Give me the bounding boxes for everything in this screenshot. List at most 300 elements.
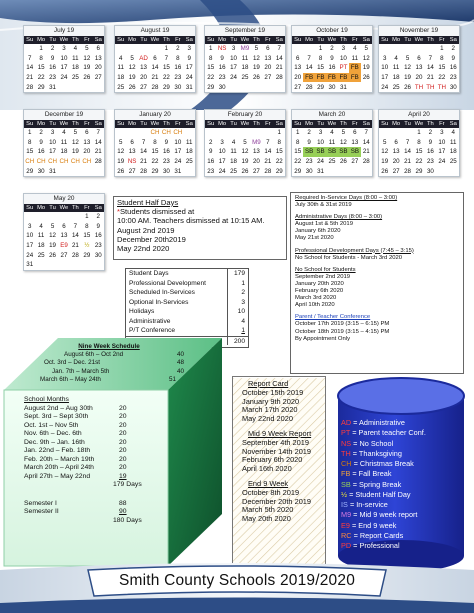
calendar-day	[70, 212, 81, 222]
calendar-day	[274, 82, 285, 92]
calendar-day: 16	[207, 158, 215, 166]
calendar-day: 6	[130, 138, 134, 146]
calendar-day: 16	[162, 148, 170, 156]
calendar-day: 29	[415, 167, 423, 175]
calendar-day: 16	[328, 64, 336, 72]
no-school-line: April 10th 2020	[295, 302, 335, 309]
inservice-box	[290, 192, 464, 374]
calendar-day: 8	[208, 54, 213, 62]
calendar-day	[149, 44, 160, 54]
day-of-week-label: Sa	[274, 120, 285, 128]
calendar-day: 7	[73, 222, 78, 230]
calendar-day: ½	[84, 242, 90, 250]
calendar-day: 31	[185, 83, 193, 91]
calendar-day: 18	[71, 64, 79, 72]
day-of-week-label: Fr	[349, 120, 360, 128]
calendar-day: 25	[449, 158, 457, 166]
calendar-day: 7	[96, 129, 100, 137]
calendar-day: M9	[240, 45, 250, 53]
calendar-day: 1	[417, 129, 421, 137]
legend-item: IS = In-service	[341, 500, 388, 509]
calendar-day: 2	[428, 129, 433, 137]
calendar-day: 10	[317, 138, 324, 146]
calendar-day: 24	[230, 74, 237, 82]
calendar-day: 17	[438, 148, 446, 156]
calendar-day: 1	[39, 45, 43, 53]
day-of-week-label: Tu	[228, 36, 239, 44]
calendar-day: 4	[394, 54, 398, 62]
month-title: December 19	[24, 110, 104, 120]
no-school-line: January 20th 2020	[295, 280, 344, 287]
calendar-day: 10	[381, 64, 389, 72]
calendar-day: 23	[49, 74, 56, 82]
calendar-day: 27	[128, 167, 136, 175]
calendar-day: 14	[404, 148, 411, 156]
calendar-day: 24	[218, 167, 226, 175]
calendar-day: 24	[26, 251, 34, 259]
calendar-day: 2	[208, 138, 213, 146]
calendar-day	[228, 82, 239, 92]
calendar-day: 19	[71, 148, 79, 156]
calendar-day: 2	[451, 45, 455, 53]
day-of-week-label: Th	[425, 36, 436, 44]
calendar-day: 29	[26, 167, 34, 175]
calendar-day	[24, 212, 35, 222]
table-row: Holidays 10	[126, 307, 248, 317]
calendar-day: 18	[241, 64, 249, 72]
report-date: May 22nd 2020	[242, 414, 293, 424]
day-of-week-label: Sa	[93, 120, 104, 128]
calendar-day: 12	[362, 54, 370, 62]
calendar-day: 11	[450, 138, 457, 146]
calendar-day: 8	[440, 54, 444, 62]
calendar-day: 8	[153, 138, 157, 146]
calendar-day: 23	[218, 74, 226, 82]
calendar-day: 27	[392, 167, 400, 175]
day-of-week-label: Fr	[81, 36, 92, 44]
student-half-days-box	[113, 196, 287, 260]
day-of-week-label: Su	[292, 120, 303, 128]
calendar-day: FB	[328, 74, 336, 82]
calendar-day: 30	[328, 83, 336, 91]
day-of-week-label: We	[414, 121, 424, 127]
calendar-day	[402, 44, 413, 54]
list-item: August 2nd – Aug 30th 20	[24, 404, 127, 412]
day-of-week-label: Su	[292, 36, 303, 44]
calendar-day: 14	[264, 148, 272, 156]
calendar-day: FB	[350, 64, 359, 72]
day-of-week-label: Sa	[448, 120, 459, 128]
inservice-heading: Required In-Service Days (8:00 – 3:00)	[295, 195, 398, 201]
calendar-day: 9	[307, 138, 311, 146]
no-school-line: February 6th 2020	[295, 288, 344, 295]
day-of-week-label: Tu	[47, 120, 58, 128]
calendar-day: CH	[25, 158, 35, 166]
calendar-day: 18	[392, 74, 400, 82]
calendar-day: 13	[252, 148, 260, 156]
legend-item: E9 = End 9 week	[341, 520, 397, 530]
list-item: Oct. 3rd – Dec. 21st 48	[44, 359, 184, 367]
calendar-day: 31	[339, 83, 347, 91]
calendar-day: 25	[392, 83, 400, 91]
calendar-day	[81, 82, 92, 92]
calendar-day: 20	[264, 64, 272, 72]
calendar-day: 31	[317, 167, 324, 175]
calendar-day: 1	[277, 129, 281, 137]
calendar-day	[349, 166, 360, 176]
calendar-day: 11	[60, 138, 68, 146]
calendar-day: 27	[264, 74, 272, 82]
calendar-day	[379, 44, 390, 54]
calendar-day	[93, 166, 104, 176]
calendar-day: 4	[451, 129, 455, 137]
day-of-week-label: Tu	[315, 36, 326, 44]
calendar-day: 14	[140, 148, 147, 156]
calendar-day: 12	[49, 232, 56, 240]
table-row: Scheduled In-Services 2	[126, 288, 248, 298]
table-row: Optional In-Services 3	[126, 298, 248, 308]
semester-total: 180 Days	[113, 516, 142, 524]
calendar-day: 6	[353, 129, 357, 137]
calendar-day	[58, 82, 69, 92]
month-calendar-aug19	[114, 25, 196, 93]
calendar-day: 11	[117, 64, 124, 72]
list-item: Feb. 20th – March 19th 20	[24, 455, 127, 463]
calendar-day: 9	[330, 54, 334, 62]
code-legend	[341, 418, 471, 551]
calendar-day: 5	[85, 45, 89, 53]
day-of-week-label: Mo	[128, 121, 137, 127]
calendar-day	[361, 82, 372, 92]
calendar-day: 20	[392, 158, 400, 166]
calendar-day: 9	[208, 148, 213, 156]
calendar-day	[292, 44, 303, 54]
day-of-week-label: Fr	[262, 120, 273, 128]
day-of-week-label: Tu	[47, 204, 58, 212]
day-of-week-label: Tu	[47, 36, 58, 44]
calendar-day: 13	[128, 148, 136, 156]
calendar-day: FB	[339, 74, 348, 82]
calendar-day: 17	[185, 64, 193, 72]
calendar-day	[338, 166, 349, 176]
calendar-day: 13	[415, 64, 423, 72]
calendar-day: 13	[294, 64, 302, 72]
table-row: Administrative 4	[126, 317, 248, 327]
day-of-week-label: Th	[70, 204, 81, 212]
calendar-day: 19	[83, 64, 91, 72]
no-school-heading: No School for Students	[295, 266, 356, 273]
day-of-week-label: We	[59, 121, 69, 127]
list-item: Jan. 7th – March 5th 40	[52, 367, 184, 375]
day-of-week-label: Fr	[349, 36, 360, 44]
calendar-day: CH	[36, 158, 46, 166]
calendar-day: 10	[218, 148, 226, 156]
calendar-day: 7	[405, 138, 410, 146]
calendar-day: 13	[264, 54, 272, 62]
calendar-day: 1	[164, 45, 169, 53]
day-of-week-label: We	[414, 37, 424, 43]
calendar-day: 15	[207, 64, 215, 72]
calendar-day: 31	[26, 261, 34, 269]
calendar-day: 19	[381, 158, 389, 166]
calendar-day: 20	[83, 148, 91, 156]
calendar-day: 30	[94, 251, 102, 259]
calendar-day: SB	[327, 148, 337, 156]
month-calendar-mar20	[291, 109, 373, 177]
calendar-day: 9	[187, 54, 191, 62]
calendar-day: 5	[364, 45, 368, 53]
calendar-day	[448, 166, 459, 176]
calendar-day	[436, 166, 447, 176]
calendar-day: 25	[328, 158, 336, 166]
calendar-day: 23	[162, 158, 170, 166]
calendar-day: 11	[186, 138, 193, 146]
calendar-day: 8	[39, 54, 43, 62]
calendar-day: 16	[449, 64, 457, 72]
calendar-day: 26	[404, 83, 411, 91]
calendar-day: 12	[404, 64, 411, 72]
calendar-day: 26	[128, 83, 136, 91]
calendar-day: 17	[49, 148, 56, 156]
calendar-day: 14	[275, 54, 283, 62]
calendar-day: 14	[305, 64, 313, 72]
month-title: February 20	[205, 110, 285, 120]
day-of-week-label: Su	[115, 36, 126, 44]
calendar-day: 22	[415, 158, 423, 166]
calendar-day: 3	[187, 45, 191, 53]
calendar-day: 21	[140, 158, 147, 166]
calendar-day: 17	[60, 64, 68, 72]
calendar-day	[81, 166, 92, 176]
day-of-week-label: We	[327, 37, 337, 43]
calendar-day: 7	[27, 54, 32, 62]
calendar-day: 21	[362, 148, 370, 156]
day-of-week-label: Fr	[81, 204, 92, 212]
calendar-day: 17	[381, 74, 389, 82]
calendar-day: 4	[330, 129, 334, 137]
calendar-day: 9	[220, 54, 224, 62]
calendar-day	[126, 44, 137, 54]
calendar-day: 7	[307, 54, 311, 62]
report-date: September 4th 2019	[242, 437, 309, 447]
calendar-day: 5	[382, 138, 387, 146]
calendar-day: 28	[264, 167, 272, 175]
school-months-title: School Months	[24, 396, 69, 403]
calendar-day: 30	[305, 167, 313, 175]
day-of-week-label: Sa	[93, 36, 104, 44]
calendar-day	[402, 128, 413, 138]
calendar-day: 25	[185, 158, 193, 166]
calendar-day: 4	[231, 138, 236, 146]
calendar-day: 8	[176, 54, 180, 62]
calendar-day: 11	[351, 54, 359, 62]
calendar-day: 19	[128, 74, 136, 82]
month-calendar-nov19	[378, 25, 460, 93]
day-of-week-label: Tu	[315, 120, 326, 128]
admin-days-line: January 6th 2020	[295, 228, 341, 235]
calendar-day: 14	[71, 232, 79, 240]
calendar-day: 1	[295, 129, 300, 137]
conference-heading: Parent / Teacher Conference	[295, 314, 371, 321]
calendar-day: 30	[449, 83, 457, 91]
calendar-day: 22	[151, 158, 159, 166]
calendar-day: 23	[449, 74, 457, 82]
calendar-day	[216, 128, 227, 138]
calendar-day: 5	[73, 129, 78, 137]
calendar-day: 6	[96, 45, 100, 53]
day-of-week-label: Sa	[184, 120, 195, 128]
calendar-day: TH	[426, 83, 435, 91]
calendar-day: 15	[415, 148, 423, 156]
calendar-day: 13	[140, 64, 147, 72]
calendar-day: 13	[351, 138, 359, 146]
calendar-day: 15	[162, 64, 170, 72]
calendar-day: 7	[141, 138, 146, 146]
calendar-day	[251, 82, 262, 92]
calendar-day: 29	[37, 83, 45, 91]
day-of-week-label: Th	[425, 120, 436, 128]
day-of-week-label: Tu	[228, 120, 239, 128]
calendar-day: 17	[26, 242, 34, 250]
nine-week-schedule	[34, 343, 184, 384]
day-of-week-label: We	[59, 37, 69, 43]
calendar-day	[70, 260, 81, 270]
calendar-day: 30	[162, 167, 170, 175]
half-days-title: Student Half Days	[117, 198, 179, 207]
month-calendar-jan20	[114, 109, 196, 177]
calendar-day: 14	[362, 138, 370, 146]
calendar-day: 5	[50, 222, 55, 230]
calendar-day: 2	[39, 129, 43, 137]
day-of-week-label: Su	[205, 120, 216, 128]
calendar-day: 29	[83, 251, 91, 259]
calendar-day: PT	[339, 64, 348, 72]
calendar-day: 8	[295, 138, 300, 146]
calendar-day: CH	[82, 158, 92, 166]
mid-nine-week-heading: Mid 9 Week Report	[248, 428, 312, 438]
end-nine-week-heading: End 9 Week	[248, 478, 289, 488]
calendar-day: SB	[305, 148, 314, 156]
calendar-day: 6	[417, 54, 421, 62]
admin-days-line: May 21st 2020	[295, 235, 334, 242]
month-title: October 19	[292, 26, 372, 36]
calendar-day: FB	[316, 74, 325, 82]
day-of-week-label: Su	[205, 36, 216, 44]
calendar-day: 24	[174, 158, 182, 166]
list-item: Oct. 1st – Nov 5th 20	[24, 421, 127, 429]
calendar-day: SB	[339, 148, 348, 156]
calendar-day: 27	[140, 83, 147, 91]
report-date: January 9th 2020	[242, 396, 300, 406]
calendar-day: 10	[60, 54, 68, 62]
calendar-day	[138, 44, 149, 54]
month-title: January 20	[115, 110, 195, 120]
report-card-dates	[242, 380, 330, 524]
calendar-day: 24	[185, 74, 193, 82]
calendar-day	[81, 260, 92, 270]
calendar-day: 5	[254, 45, 259, 53]
calendar-day: 20	[415, 74, 423, 82]
month-calendar-apr20	[378, 109, 460, 177]
calendar-day: 24	[60, 74, 68, 82]
calendar-day	[35, 212, 46, 222]
calendar-day: 6	[394, 138, 398, 146]
calendar-day: 7	[364, 129, 368, 137]
calendar-day: 7	[266, 138, 270, 146]
list-item: Semester II 90	[24, 508, 127, 515]
calendar-day: 1	[85, 213, 89, 221]
table-row: P/T Conference 1	[126, 326, 248, 336]
day-of-week-label: Sa	[361, 120, 372, 128]
page-title: Smith County Schools 2019/2020	[118, 572, 356, 589]
day-of-week-label: Fr	[172, 120, 183, 128]
calendar-day: 26	[83, 74, 91, 82]
legend-item: M9 = Mid 9 week report	[341, 510, 418, 520]
calendar-day: 23	[94, 242, 102, 250]
calendar-day: 19	[362, 64, 370, 72]
calendar-day: 10	[26, 232, 34, 240]
calendar-day: 13	[94, 54, 102, 62]
list-item: Jan. 22nd – Feb. 18th 20	[24, 447, 127, 454]
calendar-day: 29	[275, 167, 283, 175]
report-date: December 20th 2019	[242, 496, 312, 506]
calendar-day: 9	[50, 54, 55, 62]
calendar-day: 13	[60, 232, 68, 240]
calendar-day: 2	[50, 45, 55, 53]
month-title: September 19	[205, 26, 285, 36]
month-title: July 19	[24, 26, 104, 36]
calendar-day: TH	[437, 83, 446, 91]
legend-item: TH = Thanksgiving	[341, 448, 402, 458]
calendar-day: 19	[404, 74, 411, 82]
calendar-day: 3	[440, 129, 444, 137]
calendar-day: 2	[96, 213, 100, 221]
day-of-week-label: Mo	[218, 37, 227, 43]
calendar-day	[228, 128, 239, 138]
calendar-day: 9	[164, 138, 169, 146]
asterisk-icon: *	[117, 207, 120, 217]
calendar-day: 10	[174, 138, 182, 146]
month-title: November 19	[379, 26, 459, 36]
calendar-day: 5	[405, 54, 410, 62]
calendar-day: 27	[60, 251, 68, 259]
calendar-day: 31	[49, 83, 56, 91]
calendar-day	[24, 44, 35, 54]
day-of-week-label: Sa	[274, 36, 285, 44]
calendar-day: 30	[37, 167, 45, 175]
half-days-date: August 2nd 2019	[117, 225, 175, 235]
calendar-day: 7	[164, 54, 169, 62]
day-of-week-label: Th	[251, 120, 262, 128]
calendar-day: 15	[37, 64, 45, 72]
calendar-day: CH	[150, 129, 160, 137]
calendar-day	[379, 128, 390, 138]
calendar-day: 26	[49, 251, 56, 259]
calendar-day: 29	[294, 167, 302, 175]
table-total-row: 200	[126, 336, 248, 346]
calendar-day: 4	[39, 222, 43, 230]
calendar-day: 13	[392, 148, 400, 156]
calendar-day: 11	[37, 232, 45, 240]
month-calendar-jul19	[23, 25, 105, 93]
calendar-day: CH	[161, 129, 171, 137]
calendar-day: 15	[317, 64, 324, 72]
calendar-day: 12	[83, 54, 91, 62]
calendar-day: 21	[426, 74, 434, 82]
calendar-day	[425, 44, 436, 54]
report-date: November 14th 2019	[242, 446, 312, 456]
table-row: Professional Development 1	[126, 279, 248, 289]
